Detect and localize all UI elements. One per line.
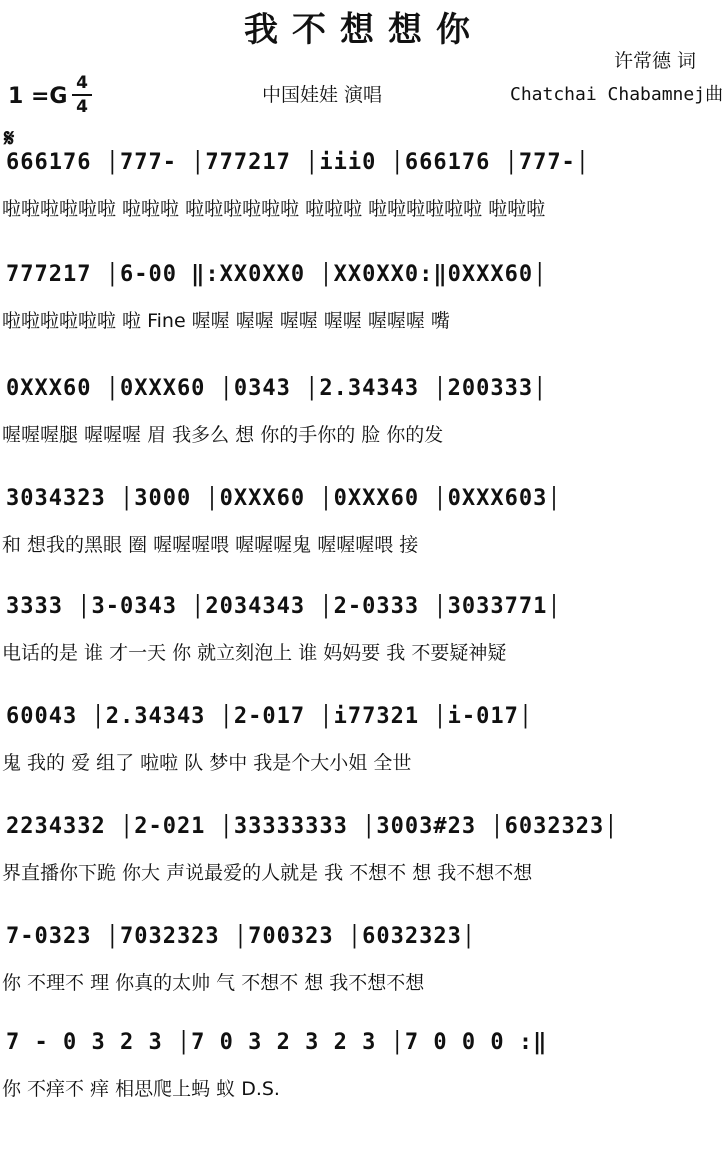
staff-row-5 bbox=[0, 594, 728, 714]
notation-line: 0XXX60 │0XXX60 │0343 │2.34343 │200333│ bbox=[6, 376, 548, 401]
staff-row-3 bbox=[0, 376, 728, 496]
staff-row-7 bbox=[0, 814, 728, 934]
notation-line: 666176 │777- │777217 │iii0 │666176 │777-│ bbox=[6, 150, 591, 175]
staff-row-8 bbox=[0, 924, 728, 1044]
staff-row-9 bbox=[0, 1030, 728, 1150]
singer-credit: 中国娃娃 演唱 bbox=[262, 84, 383, 106]
lyric-line: 你 不痒不 痒 相思爬上蚂 蚁 D.S. bbox=[2, 1078, 280, 1100]
staff-row-4 bbox=[0, 486, 728, 606]
lyric-line: 电话的是 谁 才一天 你 就立刻泡上 谁 妈妈要 我 不要疑神疑 bbox=[2, 642, 507, 664]
time-signature-top: 4 bbox=[72, 72, 92, 96]
lyric-line: 界直播你下跪 你大 声说最爱的人就是 我 不想不 想 我不想不想 bbox=[2, 862, 533, 884]
segno-symbol: 𝄋 bbox=[4, 124, 15, 152]
lyric-line: 鬼 我的 爱 组了 啦啦 队 梦中 我是个大小姐 全世 bbox=[2, 752, 412, 774]
lyric-line: 啦啦啦啦啦啦 啦啦啦 啦啦啦啦啦啦 啦啦啦 啦啦啦啦啦啦 啦啦啦 bbox=[2, 198, 546, 220]
lyric-line: 啦啦啦啦啦啦 啦 Fine 喔喔 喔喔 喔喔 喔喔 喔喔喔 嘴 bbox=[2, 310, 450, 332]
notation-line: 7-0323 │7032323 │700323 │6032323│ bbox=[6, 924, 477, 949]
time-signature bbox=[72, 72, 92, 118]
notation-line: 777217 │6-00 ‖:XX0XX0 │XX0XX0:‖0XXX60│ bbox=[6, 262, 548, 287]
lyricist-credit: 许常德 词 bbox=[613, 50, 696, 72]
composer-credit: Chatchai Chabamnej曲 bbox=[510, 84, 724, 105]
lyric-line: 你 不理不 理 你真的太帅 气 不想不 想 我不想不想 bbox=[2, 972, 425, 994]
notation-line: 60043 │2.34343 │2-017 │i77321 │i-017│ bbox=[6, 704, 534, 729]
key-signature: 1 =G bbox=[8, 84, 68, 109]
notation-line: 3034323 │3000 │0XXX60 │0XXX60 │0XXX603│ bbox=[6, 486, 562, 511]
notation-line: 7 - 0 3 2 3 │7 0 3 2 3 2 3 │7 0 0 0 :‖ bbox=[6, 1030, 548, 1055]
staff-row-2 bbox=[0, 262, 728, 382]
lyric-line: 喔喔喔腿 喔喔喔 眉 我多么 想 你的手你的 脸 你的发 bbox=[2, 424, 444, 446]
time-signature-bottom: 4 bbox=[76, 97, 88, 117]
staff-row-6 bbox=[0, 704, 728, 824]
notation-line: 2234332 │2-021 │33333333 │3003#23 │6032323│ bbox=[6, 814, 619, 839]
staff-row-1 bbox=[0, 150, 728, 270]
notation-line: 3333 │3-0343 │2034343 │2-0333 │3033771│ bbox=[6, 594, 562, 619]
lyric-line: 和 想我的黑眼 圈 喔喔喔喂 喔喔喔鬼 喔喔喔喂 接 bbox=[2, 534, 419, 556]
song-title: 我不想想你 bbox=[244, 10, 484, 50]
